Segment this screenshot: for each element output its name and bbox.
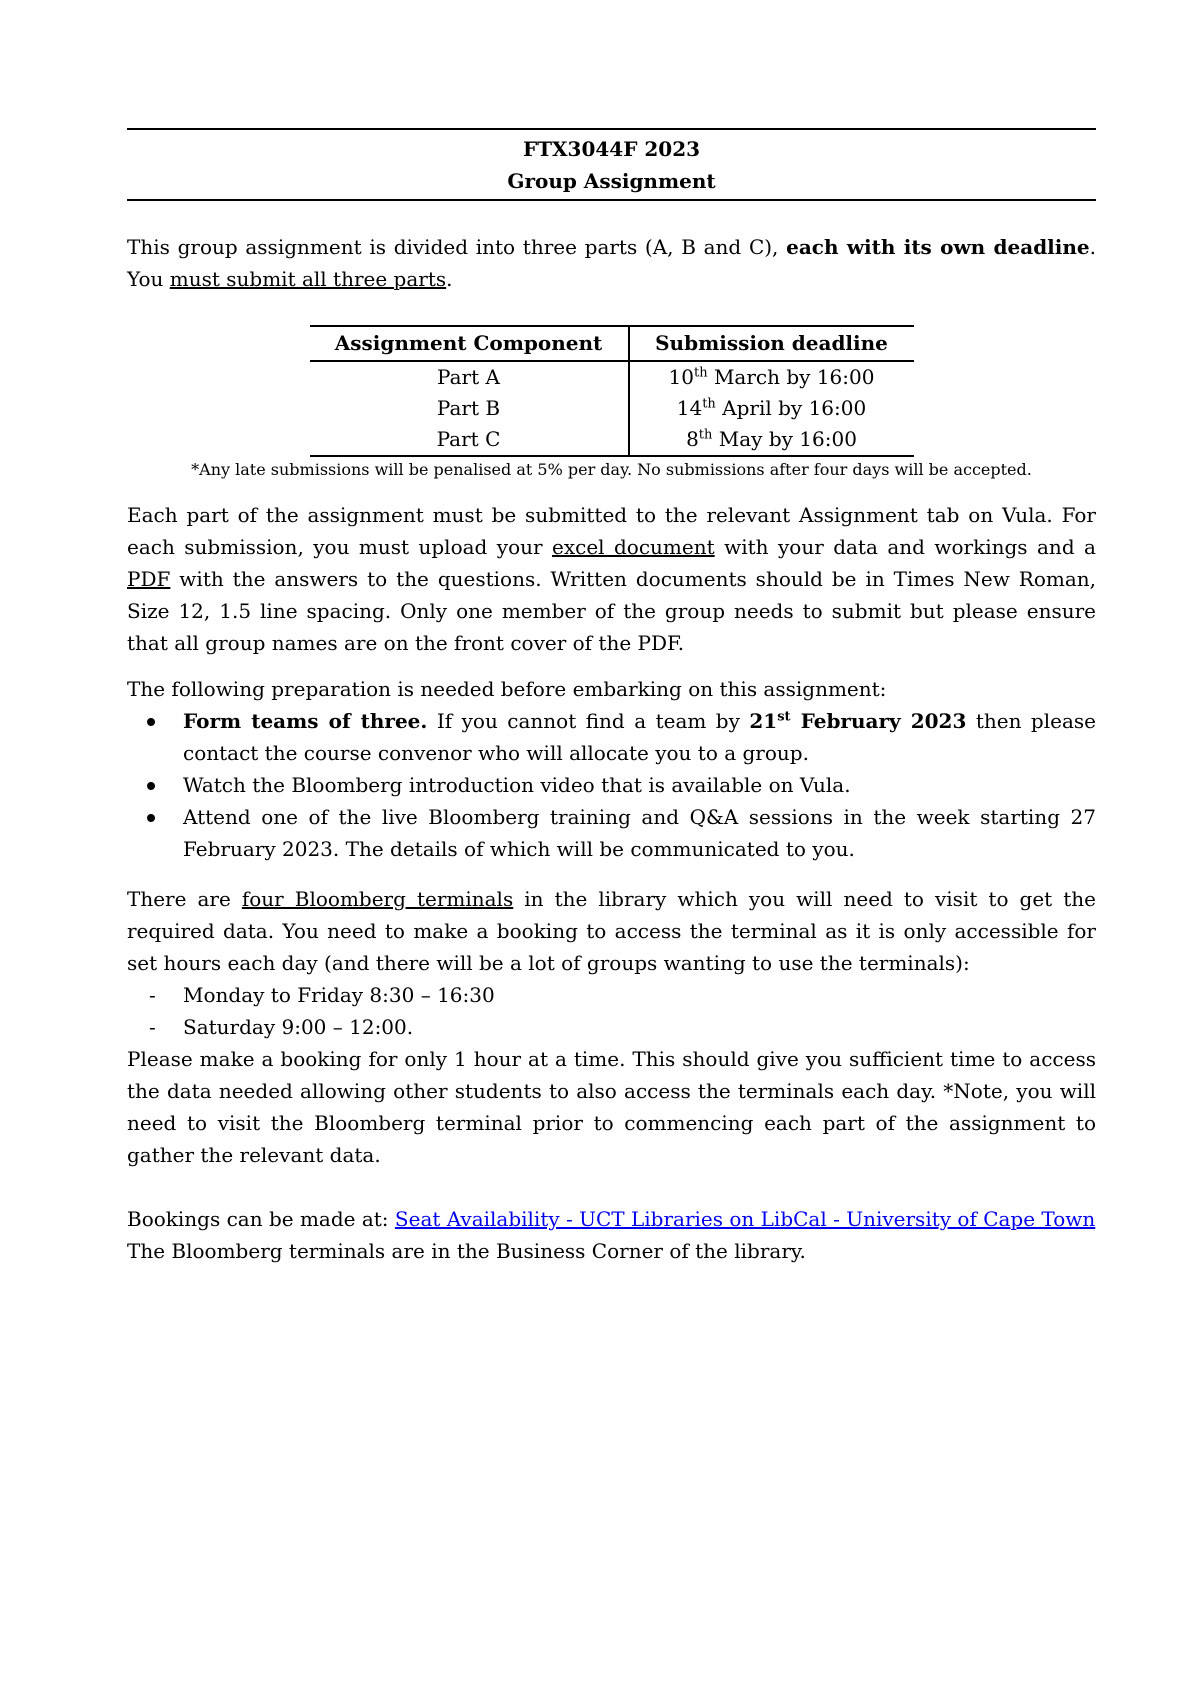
row-deadline [629,361,914,393]
deadline-day: 10 [668,365,694,389]
document-header [127,128,1096,201]
row-component: Part A [310,361,629,393]
bookings-paragraph [127,1203,1096,1235]
bookings-label: Bookings can be made at: [127,1207,395,1231]
terminals-text-2: in the library which you will need to visit to get the required data. You need to make a booking to access the terminal as it is only accessible for set hours each day (and there will be a lot of groups wanting to use the terminals): [127,887,1096,975]
course-code: FTX3044F 2023 [522,137,701,161]
hours-list [127,979,1096,1043]
deadline-suffix: th [702,396,716,412]
header-deadline: Submission deadline [629,326,914,361]
form-teams-bold: Form teams of three. [183,709,428,733]
submission-text-2: with your data and workings and a [714,535,1096,559]
table-header-row [310,326,914,361]
intro-text-2: . You [127,235,1097,291]
preparation-intro: The following preparation is needed before embarking on this assignment: [127,677,887,701]
submission-text-1: Each part of the assignment must be submitted to the relevant Assignment tab on Vula. For each submission, you must upload your [127,503,1096,559]
terminals-paragraph [127,883,1096,979]
libcal-link[interactable]: Seat Availability - UCT Libraries on LibCal - University of Cape Town [394,1207,1096,1231]
row-component: Part B [310,393,629,424]
row-deadline [629,424,914,456]
intro-text-3: . [446,267,453,291]
date-rest: February 2023 [790,709,967,733]
deadline-rest: March by 16:00 [707,365,875,389]
intro-text-1: This group assignment is divided into three parts (A, B and C), [127,235,787,259]
date-suffix: st [777,709,791,725]
document-title: Group Assignment [507,169,716,193]
deadline-suffix: th [693,365,708,381]
deadline-rest: May by 16:00 [712,427,857,451]
intro-bold-deadline: each with its own deadline [786,235,1090,259]
deadline-rest: April by 16:00 [715,396,867,420]
terminals-text-1: There are [127,887,242,911]
table-row [310,393,914,424]
row-component: Part C [310,424,629,456]
deadline-day: 14 [676,396,703,420]
row-deadline [629,393,914,424]
preparation-list [127,705,1096,865]
deadline-day: 8 [686,427,699,451]
booking-paragraph: Please make a booking for only 1 hour at a time. This should give you sufficient time to access the data needed allowing other students to also access the terminals each day. *Note, you will need to visit the Bloomberg terminal prior to commencing each part of the assignment to gather the relevant data. [127,1047,1096,1167]
item1-text: If you cannot find a team by [427,709,750,733]
list-item: Watch the Bloomberg introduction video that is available on Vula. [183,769,1096,801]
intro-paragraph [127,231,1096,295]
excel-document-text: excel document [552,535,715,559]
terminal-location: The Bloomberg terminals are in the Business Corner of the library. [127,1239,806,1263]
late-submission-note: *Any late submissions will be penalised at 5% per day. No submissions after four days will be accepted. [191,460,1032,479]
header-component: Assignment Component [310,326,629,361]
list-item: - Monday to Friday 8:30 – 16:30 [183,979,1096,1011]
list-item [183,705,1096,769]
team-deadline-date [749,709,966,733]
list-item: - Saturday 9:00 – 12:00. [183,1011,1096,1043]
submission-paragraph [127,499,1096,659]
four-terminals-text: four Bloomberg terminals [241,887,514,911]
intro-underlined: must submit all three parts [169,267,447,291]
pdf-text: PDF [127,567,171,591]
date-day: 21 [749,709,778,733]
deadline-suffix: th [698,427,713,443]
table-row [310,424,914,456]
table-row [310,361,914,393]
submission-text-3: with the answers to the questions. Written documents should be in Times New Roman, Size 12, 1.5 line spacing. Only one member of the group needs to submit but please ensure that all group names are on the front cover of the PDF. [127,567,1096,655]
deadlines-table [310,325,914,457]
list-item: Attend one of the live Bloomberg training and Q&A sessions in the week starting 27 February 2023. The details of which will be communicated to you. [183,801,1096,865]
item1-text-2: then please contact the course convenor who will allocate you to a group. [183,709,1096,765]
